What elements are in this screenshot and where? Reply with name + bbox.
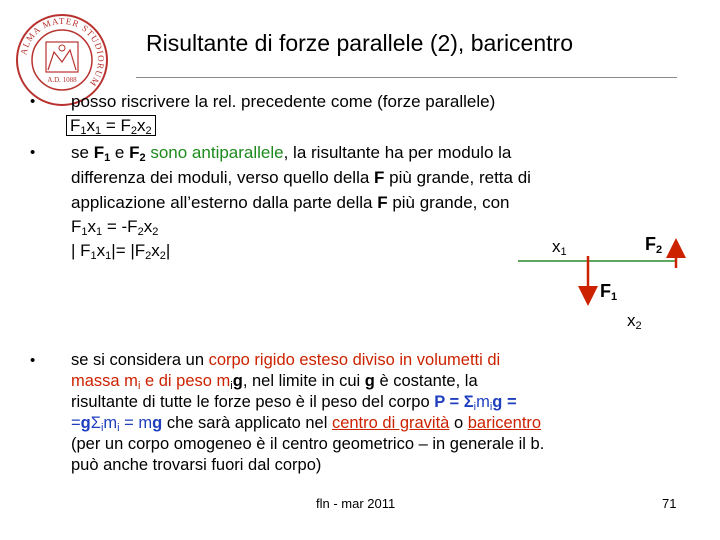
bullet1-line1: posso riscrivere la rel. precedente come (forze parallele)	[71, 92, 496, 111]
bullet1-formula	[66, 115, 156, 142]
label-F1: $F_1$	[600, 281, 618, 303]
label-x2: $x_2$	[627, 311, 642, 332]
bullet3-line2: massa $m_i$ e di peso $m_ig$, nel limite in cui g è costante, la	[71, 372, 478, 392]
bullet2-equation2: | $F_1x_1|= |F_2x_2|$	[71, 241, 171, 262]
bullet3-line4: $=g\Sigma_im_i$ = mg che sarà applicato nel centro di gravità o baricentro	[71, 414, 542, 434]
page-title: Risultante di forze parallele (2), baricentro	[146, 30, 573, 56]
logo-center-text: A.D. 1088	[47, 76, 77, 84]
label-F2: $F_2$	[645, 234, 663, 256]
bullet3-line6: può anche trovarsi fuori dal corpo)	[71, 456, 322, 474]
bullet-marker-2: •	[30, 144, 36, 161]
bullet3-line1: se si considera un corpo rigido esteso diviso in volumetti di	[71, 351, 501, 369]
bullet-marker-3: •	[30, 352, 36, 369]
label-x1: $x_1$	[552, 237, 567, 258]
bullet2-line2: differenza dei moduli, verso quello della F più grande, retta di	[71, 168, 531, 187]
title-underline	[136, 77, 677, 78]
page-number: 71	[662, 496, 677, 511]
bullet2-equation1: $F_1x_1 = -F_2x_2$	[71, 217, 159, 238]
bullet3-line3: risultante di tutte le forze peso è il peso del corpo $P = \Sigma_im_ig$ =	[71, 393, 517, 413]
footer-source: fln - mar 2011	[316, 496, 396, 511]
bullet2-line1: se $F_1$ e $F_2$ sono antiparallele, la risultante ha per modulo la	[71, 143, 512, 164]
bullet3-line5: (per un corpo omogeneo è il centro geometrico – in generale il b.	[71, 435, 545, 453]
bullet-marker-1: •	[30, 93, 36, 110]
bullet2-line3: applicazione all’esterno dalla parte della F più grande, con	[71, 193, 510, 212]
logo-ring-text: ALMA MATER STUDIORUM	[18, 15, 107, 89]
boxed-formula: $F_1x_1 = F_2x_2$	[66, 115, 156, 136]
